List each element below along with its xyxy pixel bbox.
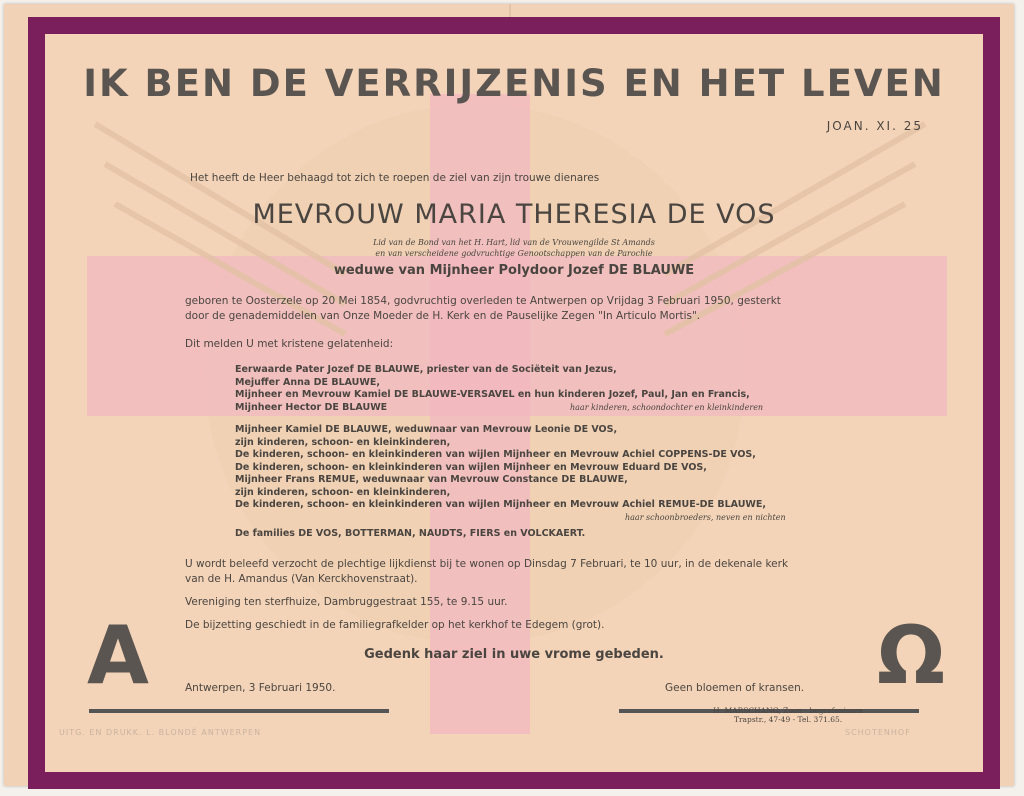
closing-prayer: Gedenk haar ziel in uwe vrome gebeden. <box>364 647 664 662</box>
purple-border-frame <box>28 17 1000 789</box>
families-line: De families DE VOS, BOTTERMAN, NAUDTS, FIERS en VOLCKAERT. <box>235 528 586 539</box>
intro-text: Het heeft de Heer behaagd tot zich te roepen de ziel van zijn trouwe dienares <box>190 172 600 184</box>
family-line: De kinderen, schoon- en kleinkinderen van wijlen Mijnheer en Mevrouw Eduard DE VOS, <box>235 461 707 473</box>
family-line: Mijnheer en Mevrouw Kamiel DE BLAUWE-VERSAVEL en hun kinderen Jozef, Paul, Jan en Francis, <box>235 389 750 400</box>
family-note-2: haar schoonbroeders, neven en nichten <box>625 513 786 522</box>
family-list-2 <box>235 424 766 512</box>
alpha-symbol: A <box>87 609 149 702</box>
family-line: Mijnheer Kamiel DE BLAUWE, weduwnaar van Mevrouw Leonie DE VOS, <box>235 424 618 435</box>
widow-of: weduwe van Mijnheer Polydoor Jozef DE BLAUWE <box>333 263 695 278</box>
announce-text: Dit melden U met kristene gelatenheid: <box>185 338 394 350</box>
undertaker-line-1: H. MARSCHANG, Zoon - begrafenissen <box>713 706 863 715</box>
undertaker-info <box>713 706 863 724</box>
memberships-line-2: en van verscheidene godvruchtige Genootschappen van de Parochie <box>375 249 653 258</box>
headline: IK BEN DE VERRIJZENIS EN HET LEVEN <box>83 62 945 105</box>
mourning-card <box>4 4 1014 786</box>
family-line: De kinderen, schoon- en kleinkinderen van wijlen Mijnheer en Mevrouw Achiel COPPENS-DE VOS, <box>235 449 756 460</box>
place-date: Antwerpen, 3 Februari 1950. <box>185 682 336 694</box>
deceased-name: MEVROUW MARIA THERESIA DE VOS <box>252 199 776 230</box>
omega-symbol: Ω <box>876 609 945 702</box>
details-line-1: geboren te Oosterzele op 20 Mei 1854, godvruchtig overleden te Antwerpen op Vrijdag 3 Februari 1950, gesterkt <box>185 295 781 307</box>
details-line-2: door de genademiddelen van Onze Moeder de H. Kerk en de Pauselijke Zegen "In Articulo Mortis". <box>185 310 701 322</box>
service-line-2: van de H. Amandus (Van Kerckhovenstraat). <box>185 573 418 585</box>
family-line: zijn kinderen, schoon- en kleinkinderen, <box>235 486 451 498</box>
family-line: zijn kinderen, schoon- en kleinkinderen, <box>235 436 451 448</box>
undertaker-line-2: Trapstr., 47-49 - Tel. 371.65. <box>733 715 843 724</box>
family-note-1: haar kinderen, schoondochter en kleinkinderen <box>570 403 764 412</box>
printer-imprint-right: SCHOTENHOF <box>845 728 911 737</box>
rule-left <box>89 709 389 713</box>
gathering-line: Vereniging ten sterfhuize, Dambruggestraat 155, te 9.15 uur. <box>185 596 508 608</box>
family-line: Mejuffer Anna DE BLAUWE, <box>235 376 380 388</box>
burial-line: De bijzetting geschiedt in de familiegrafkelder op het kerkhof te Edegem (grot). <box>185 619 605 631</box>
family-line: De kinderen, schoon- en kleinkinderen van wijlen Mijnheer en Mevrouw Achiel REMUE-DE BLAUWE, <box>235 499 766 510</box>
bible-reference: JOAN. XI. 25 <box>826 119 923 133</box>
no-flowers-note: Geen bloemen of kransen. <box>665 682 805 694</box>
family-line: Mijnheer Frans REMUE, weduwnaar van Mevrouw Constance DE BLAUWE, <box>235 474 628 485</box>
memberships-line-1: Lid van de Bond van het H. Hart, lid van de Vrouwengilde St Amands <box>373 238 655 247</box>
service-line-1: U wordt beleefd verzocht de plechtige lijkdienst bij te wonen op Dinsdag 7 Februari, te 10 uur, in de dekenale kerk <box>185 558 789 570</box>
printer-imprint: UITG. EN DRUKK. L. BLONDÉ ANTWERPEN <box>59 728 262 737</box>
family-line: Eerwaarde Pater Jozef DE BLAUWE, priester van de Sociëteit van Jezus, <box>235 364 617 375</box>
family-line: Mijnheer Hector DE BLAUWE <box>235 401 388 413</box>
